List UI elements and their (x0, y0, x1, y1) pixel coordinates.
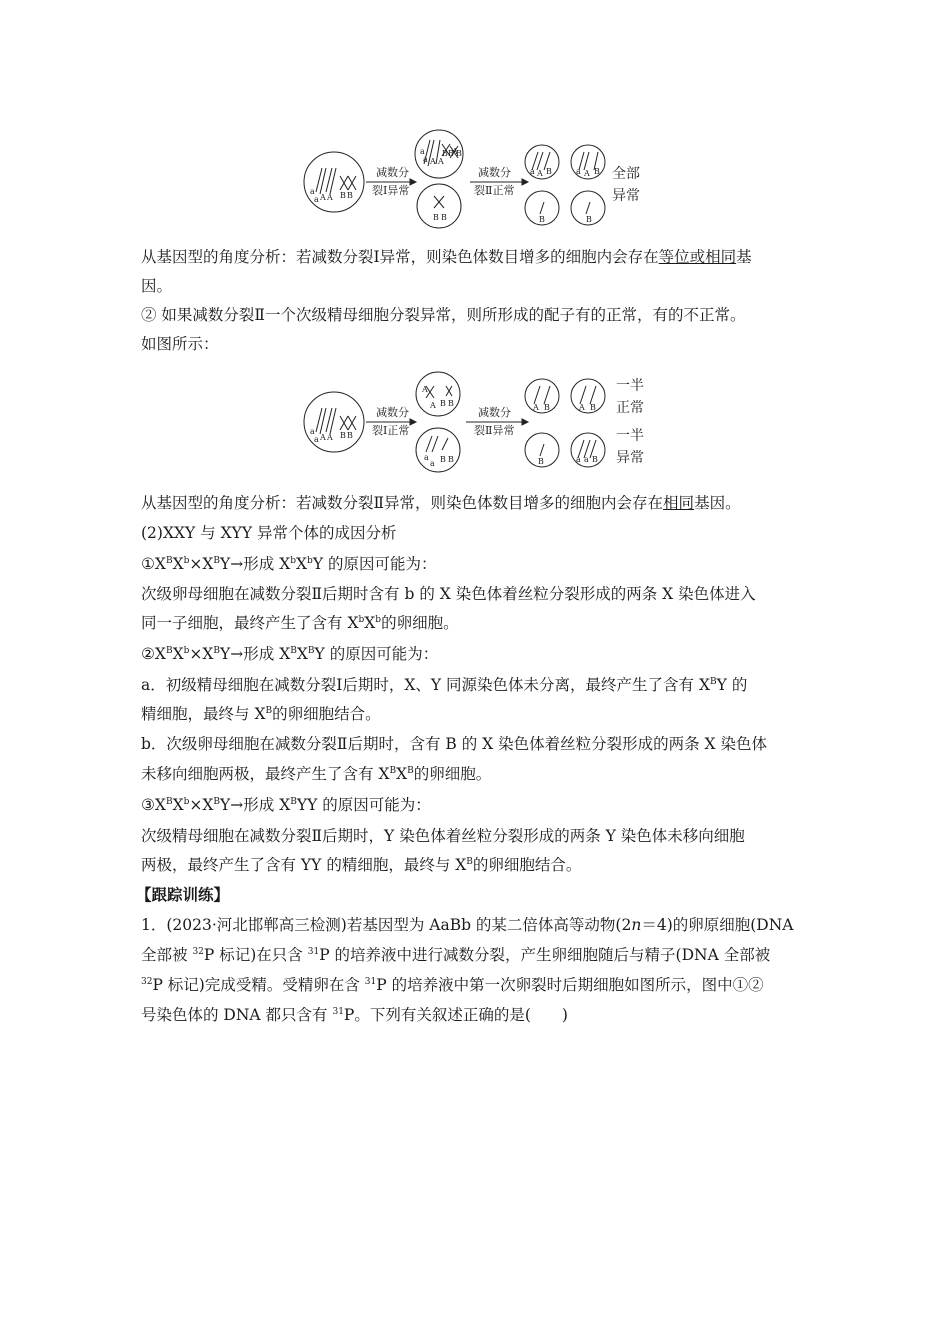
svg-text:B: B (592, 455, 598, 464)
arrow1-bottom-label: 裂Ⅰ异常 (372, 184, 410, 197)
p8-tail: 的卵细胞结合。 (272, 705, 381, 723)
svg-text:B: B (340, 191, 346, 200)
sup-32: 32 (192, 947, 204, 957)
fig2-result-top-2: 正常 (616, 400, 644, 416)
p11-text: 次级精母细胞在减数分裂Ⅱ后期时，Y 染色体着丝粒分裂形成的两条 Y 染色体未移向细胞 (141, 827, 745, 845)
section-heading (136, 884, 808, 906)
meiosis-diagram-1 (300, 124, 660, 230)
paragraph-9-cont: 未移向细胞两极，最终产生了含有 $X^BX^B$的卵细胞。 (141, 765, 492, 783)
p8-cont: 精细胞，最终与 (141, 705, 255, 723)
question-1 (141, 914, 813, 936)
paragraph-6-cont: 同一子细胞，最终产生了含有 $X^bX^b$的卵细胞。 (141, 614, 459, 632)
p4-text: (2)XXY 与 XYY 异常个体的成因分析 (141, 524, 397, 542)
q1-text-g: P 的培养液中第一次卵裂时后期细胞如图所示，图中①② (376, 976, 764, 994)
svg-text:a: a (576, 455, 581, 464)
svg-text:a: a (310, 187, 315, 196)
svg-text:B: B (586, 215, 592, 224)
p10-text: Y→形成 (220, 796, 280, 814)
q1-text-h: 号染色体的 DNA 都只含有 (141, 1006, 333, 1024)
svg-text:B: B (340, 431, 346, 440)
p7-end: Y 的原因可能为： (314, 645, 439, 663)
meiosis-diagram-2 (300, 366, 660, 478)
paragraph-9 (141, 733, 813, 755)
svg-text:A: A (320, 433, 326, 442)
p6-text: 次级卵母细胞在减数分裂Ⅱ后期时含有 b 的 X 染色体着丝粒分裂形成的两条 X 染色体进入 (141, 585, 756, 603)
p3-text: 从基因型的角度分析：若减数分裂Ⅱ异常，则染色体数目增多的细胞内会存在 (141, 494, 664, 512)
result-label-1: 全部 (612, 166, 640, 182)
svg-text:B: B (433, 213, 439, 222)
q1-text-e: P 的培养液中进行减数分裂，产生卵细胞随后与精子(DNA 全部被 (319, 946, 771, 964)
p1-underline: 等位或相同 (658, 248, 737, 266)
svg-text:B: B (594, 167, 600, 176)
question-1-line-2 (141, 944, 813, 966)
svg-text:B: B (347, 431, 353, 440)
p1-cont: 因。 (141, 277, 173, 295)
fig2-arrow2-top-label: 减数分 (478, 406, 511, 419)
result-label-2: 异常 (612, 188, 640, 204)
q1-text-f: P 标记)完成受精。受精卵在含 (152, 976, 365, 994)
p3-tail: 基因。 (694, 494, 741, 512)
svg-text:B: B (544, 403, 550, 412)
fig2-result-top-1: 一半 (616, 378, 644, 394)
svg-text:B: B (538, 457, 544, 466)
paragraph-2-cont (141, 333, 813, 355)
svg-text:a: a (314, 195, 319, 204)
paragraph-5: $①X^BX^b\times X^BY\to$形成 $X^bX^bY$ 的原因可能为： (141, 555, 437, 573)
p3-underline: 相同 (663, 494, 695, 512)
svg-text:B: B (539, 215, 545, 224)
p6-tail: 的卵细胞。 (381, 614, 459, 632)
sup-32-b: 32 (141, 977, 153, 987)
p5-text: Y→形成 (220, 555, 280, 573)
svg-text:B: B (448, 399, 454, 408)
fig2-arrow1-bottom-label: 裂Ⅰ正常 (372, 424, 410, 437)
paragraph-8-cont: 精细胞，最终与 $X^B$的卵细胞结合。 (141, 705, 381, 723)
svg-text:a: a (584, 455, 589, 464)
svg-text:A: A (584, 169, 590, 178)
meiosis-figure-2 (300, 366, 660, 478)
paragraph-1 (141, 246, 813, 268)
p11-cont: 两极，最终产生了含有 YY 的精细胞，最终与 (141, 856, 456, 874)
p8-end: Y 的 (716, 676, 748, 694)
p10-end: YY 的原因可能为： (296, 796, 431, 814)
svg-text:A: A (452, 147, 458, 156)
svg-text:B: B (441, 213, 447, 222)
sup-31-c: 31 (332, 1007, 344, 1017)
svg-text:A: A (327, 193, 333, 202)
svg-text:a: a (314, 435, 319, 444)
arrow2-bottom-label: 裂Ⅱ正常 (474, 184, 515, 197)
svg-text:A: A (430, 157, 436, 166)
svg-text:a: a (310, 427, 315, 436)
svg-text:a: a (576, 167, 581, 176)
paragraph-3 (141, 492, 813, 514)
paragraph-11 (141, 825, 813, 847)
p2-cont: 如图所示： (141, 335, 219, 353)
svg-text:A: A (537, 169, 543, 178)
p1-text: 从基因型的角度分析：若减数分裂Ⅰ异常，则染色体数目增多的细胞内会存在 (141, 248, 659, 266)
q1-italic-n: n (631, 916, 642, 934)
fig2-result-bottom-1: 一半 (616, 428, 644, 444)
q1-text-c: 全部被 (141, 946, 193, 964)
svg-text:A: A (438, 157, 444, 166)
svg-text:A: A (422, 385, 428, 394)
p6-cont: 同一子细胞，最终产生了含有 (141, 614, 348, 632)
paragraph-2 (141, 304, 813, 326)
arrow2-top-label: 减数分 (478, 166, 511, 179)
p2-text: ② 如果减数分裂Ⅱ一个次级精母细胞分裂异常，则所形成的配子有的正常，有的不正常。 (141, 306, 746, 324)
svg-text:B: B (440, 455, 446, 464)
paragraph-4 (141, 522, 813, 544)
sup-31: 31 (307, 947, 320, 957)
svg-text:A: A (320, 193, 326, 202)
svg-text:B: B (590, 403, 596, 412)
arrow1-top-label: 减数分 (376, 166, 409, 179)
paragraph-6 (141, 583, 813, 605)
p9-cont: 未移向细胞两极，最终产生了含有 (141, 765, 379, 783)
svg-text:A: A (533, 403, 539, 412)
paragraph-8: a．初级精母细胞在减数分裂Ⅰ后期时，X、Y 同源染色体未分离，最终产生了含有 $X^BY$ 的 (141, 676, 748, 694)
paragraph-10: $③X^BX^b\times X^BY\to$形成 $X^BYY$ 的原因可能为： (141, 796, 431, 814)
paragraph-1-cont (141, 275, 813, 297)
p9-text: b．次级卵母细胞在减数分裂Ⅱ后期时，含有 B 的 X 染色体着丝粒分裂形成的两条 X 染色体 (141, 735, 767, 753)
q1-text-a: 1．(2023·河北邯郸高三检测)若基因型为 AaBb 的某二倍体高等动物(2 (141, 916, 632, 934)
fig2-arrow2-bottom-label: 裂Ⅱ异常 (474, 424, 515, 437)
q1-text-i: P。下列有关叙述正确的是( ) (343, 1006, 568, 1024)
fig2-result-bottom-2: 异常 (616, 450, 644, 466)
q1-text-b: ＝4)的卵原细胞(DNA (641, 916, 794, 934)
p1-tail: 基 (736, 248, 752, 266)
meiosis-figure-1 (300, 124, 660, 230)
p11-tail: 的卵细胞结合。 (472, 856, 582, 874)
svg-text:B: B (442, 149, 448, 158)
svg-text:B: B (546, 167, 552, 176)
svg-text:B: B (347, 191, 353, 200)
sup-31-b: 31 (364, 977, 377, 987)
svg-text:A: A (430, 401, 436, 410)
svg-text:B: B (440, 399, 446, 408)
p8-text: a．初级精母细胞在减数分裂Ⅰ后期时，X、Y 同源染色体未分离，最终产生了含有 (141, 676, 699, 694)
svg-text:A: A (579, 403, 585, 412)
svg-text:A: A (327, 433, 333, 442)
svg-text:B: B (448, 149, 454, 158)
section-heading-text: 【跟踪训练】 (136, 885, 230, 904)
p5-end: Y 的原因可能为： (312, 555, 437, 573)
svg-text:a: a (430, 459, 435, 468)
svg-text:B: B (448, 455, 454, 464)
paragraph-7: $②X^BX^b\times X^BY\to$形成 $X^BX^BY$ 的原因可能为： (141, 645, 439, 663)
fig2-arrow1-top-label: 减数分 (376, 406, 409, 419)
question-1-line-4 (141, 1004, 813, 1026)
q1-text-d: P 标记)在只含 (203, 946, 308, 964)
paragraph-11-cont: 两极，最终产生了含有 YY 的精细胞，最终与 $X^B$的卵细胞结合。 (141, 856, 582, 874)
svg-text:a: a (423, 155, 428, 164)
p7-text: Y→形成 (220, 645, 280, 663)
svg-text:a: a (530, 167, 535, 176)
svg-text:B: B (456, 149, 462, 158)
svg-text:a: a (420, 147, 425, 156)
p9-tail: 的卵细胞。 (413, 765, 492, 783)
svg-text:a: a (424, 453, 429, 462)
question-1-line-3 (141, 974, 813, 996)
